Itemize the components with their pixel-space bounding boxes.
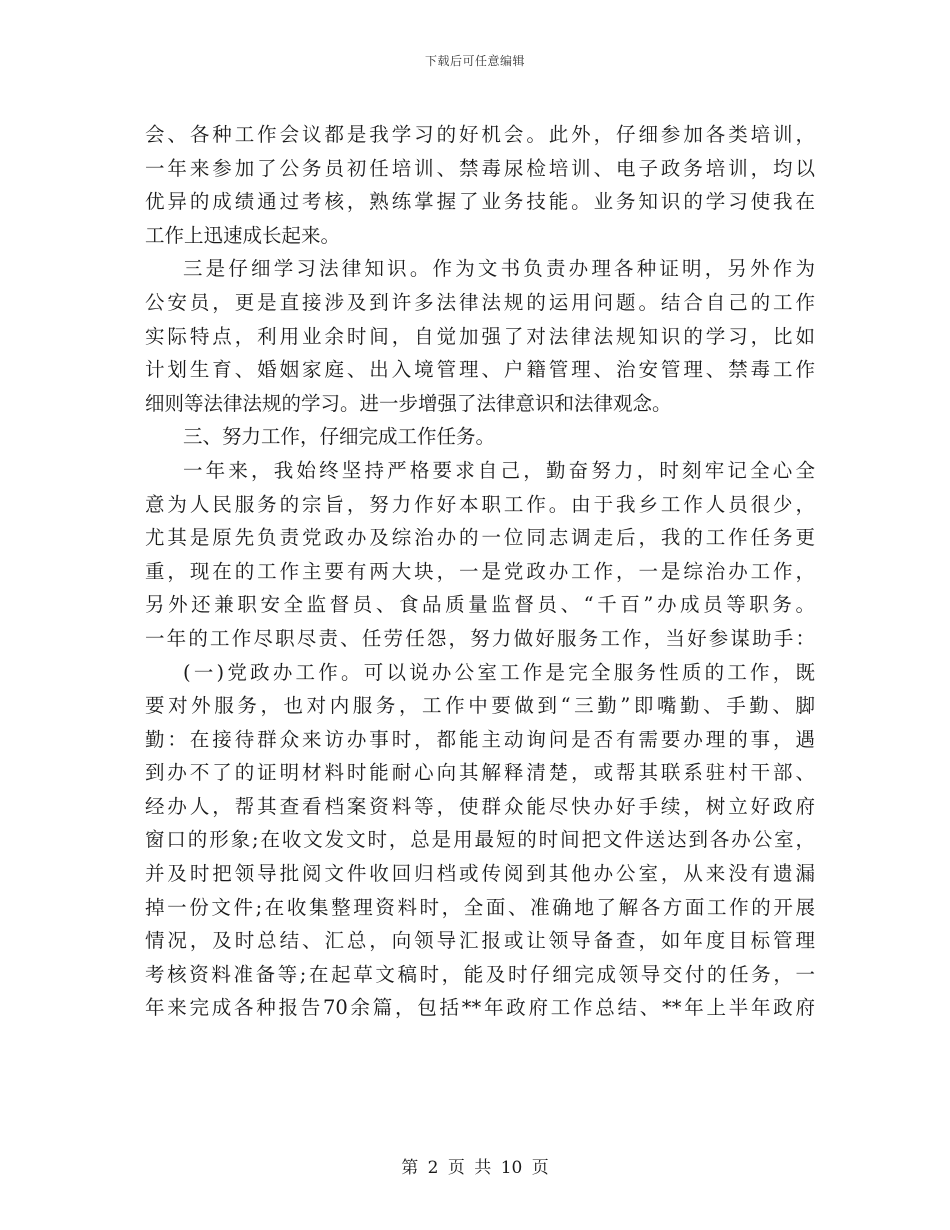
text-line: 三是仔细学习法律知识。作为文书负责办理各种证明，另外作为 (183, 257, 815, 281)
text-line: 一年来参加了公务员初任培训、禁毒尿检培训、电子政务培训，均以 (145, 156, 815, 180)
text-line: 另外还兼职安全监督员、食品质量监督员、“千百”办成员等职务。 (145, 593, 815, 617)
document-body (145, 118, 815, 1025)
text-line: 到办不了的证明材料时能耐心向其解释清楚，或帮其联系驻村干部、 (145, 761, 815, 785)
text-line: 考核资料准备等;在起草文稿时，能及时仔细完成领导交付的任务，一 (145, 962, 815, 986)
text-line: 意为人民服务的宗旨，努力作好本职工作。由于我乡工作人员很少， (145, 492, 815, 516)
text-line: 窗口的形象;在收文发文时，总是用最短的时间把文件送达到各办公室， (145, 828, 815, 852)
text-line: 优异的成绩通过考核，熟练掌握了业务技能。业务知识的学习使我在 (145, 190, 815, 214)
text-line: 公安员，更是直接涉及到许多法律法规的运用问题。结合自己的工作 (145, 290, 815, 314)
text-line: 情况，及时总结、汇总，向领导汇报或让领导备查，如年度目标管理 (145, 929, 815, 953)
text-line: (一)党政办工作。可以说办公室工作是完全服务性质的工作，既 (183, 660, 815, 684)
text-line: 并及时把领导批阅文件收回归档或传阅到其他办公室，从来没有遗漏 (145, 862, 815, 886)
text-line: 经办人，帮其查看档案资料等，使群众能尽快办好手续，树立好政府 (145, 794, 815, 818)
text-line: 一年的工作尽职尽责、任劳任怨，努力做好服务工作，当好参谋助手： (145, 626, 815, 650)
text-line: 工作上迅速成长起来。 (145, 223, 341, 247)
text-line: 计划生育、婚姻家庭、出入境管理、户籍管理、治安管理、禁毒工作 (145, 358, 815, 382)
text-line: 会、各种工作会议都是我学习的好机会。此外，仔细参加各类培训， (145, 123, 815, 146)
text-line: 尤其是原先负责党政办及综治办的一位同志调走后，我的工作任务更 (145, 526, 815, 550)
text-line: 细则等法律法规的学习。进一步增强了法律意识和法律观念。 (145, 391, 672, 415)
text-line: 年来完成各种报告70余篇，包括**年政府工作总结、**年上半年政府 (145, 996, 815, 1020)
section-heading: 三、努力工作，仔细完成工作任务。 (183, 425, 496, 449)
text-line: 一年来，我始终坚持严格要求自己，勤奋努力，时刻牢记全心全 (183, 458, 815, 482)
text-line: 重，现在的工作主要有两大块，一是党政办工作，一是综治办工作， (145, 559, 815, 583)
text-line: 实际特点，利用业余时间，自觉加强了对法律法规知识的学习，比如 (145, 324, 815, 348)
text-line: 掉一份文件;在收集整理资料时，全面、准确地了解各方面工作的开展 (145, 895, 815, 919)
page-header-note: 下载后可任意编辑 (424, 54, 525, 68)
text-line: 要对外服务，也对内服务，工作中要做到“三勤”即嘴勤、手勤、脚 (145, 694, 815, 718)
page-number: 第 2 页 共 10 页 (401, 1158, 549, 1178)
text-line: 勤：在接待群众来访办事时，都能主动询问是否有需要办理的事，遇 (145, 727, 815, 751)
